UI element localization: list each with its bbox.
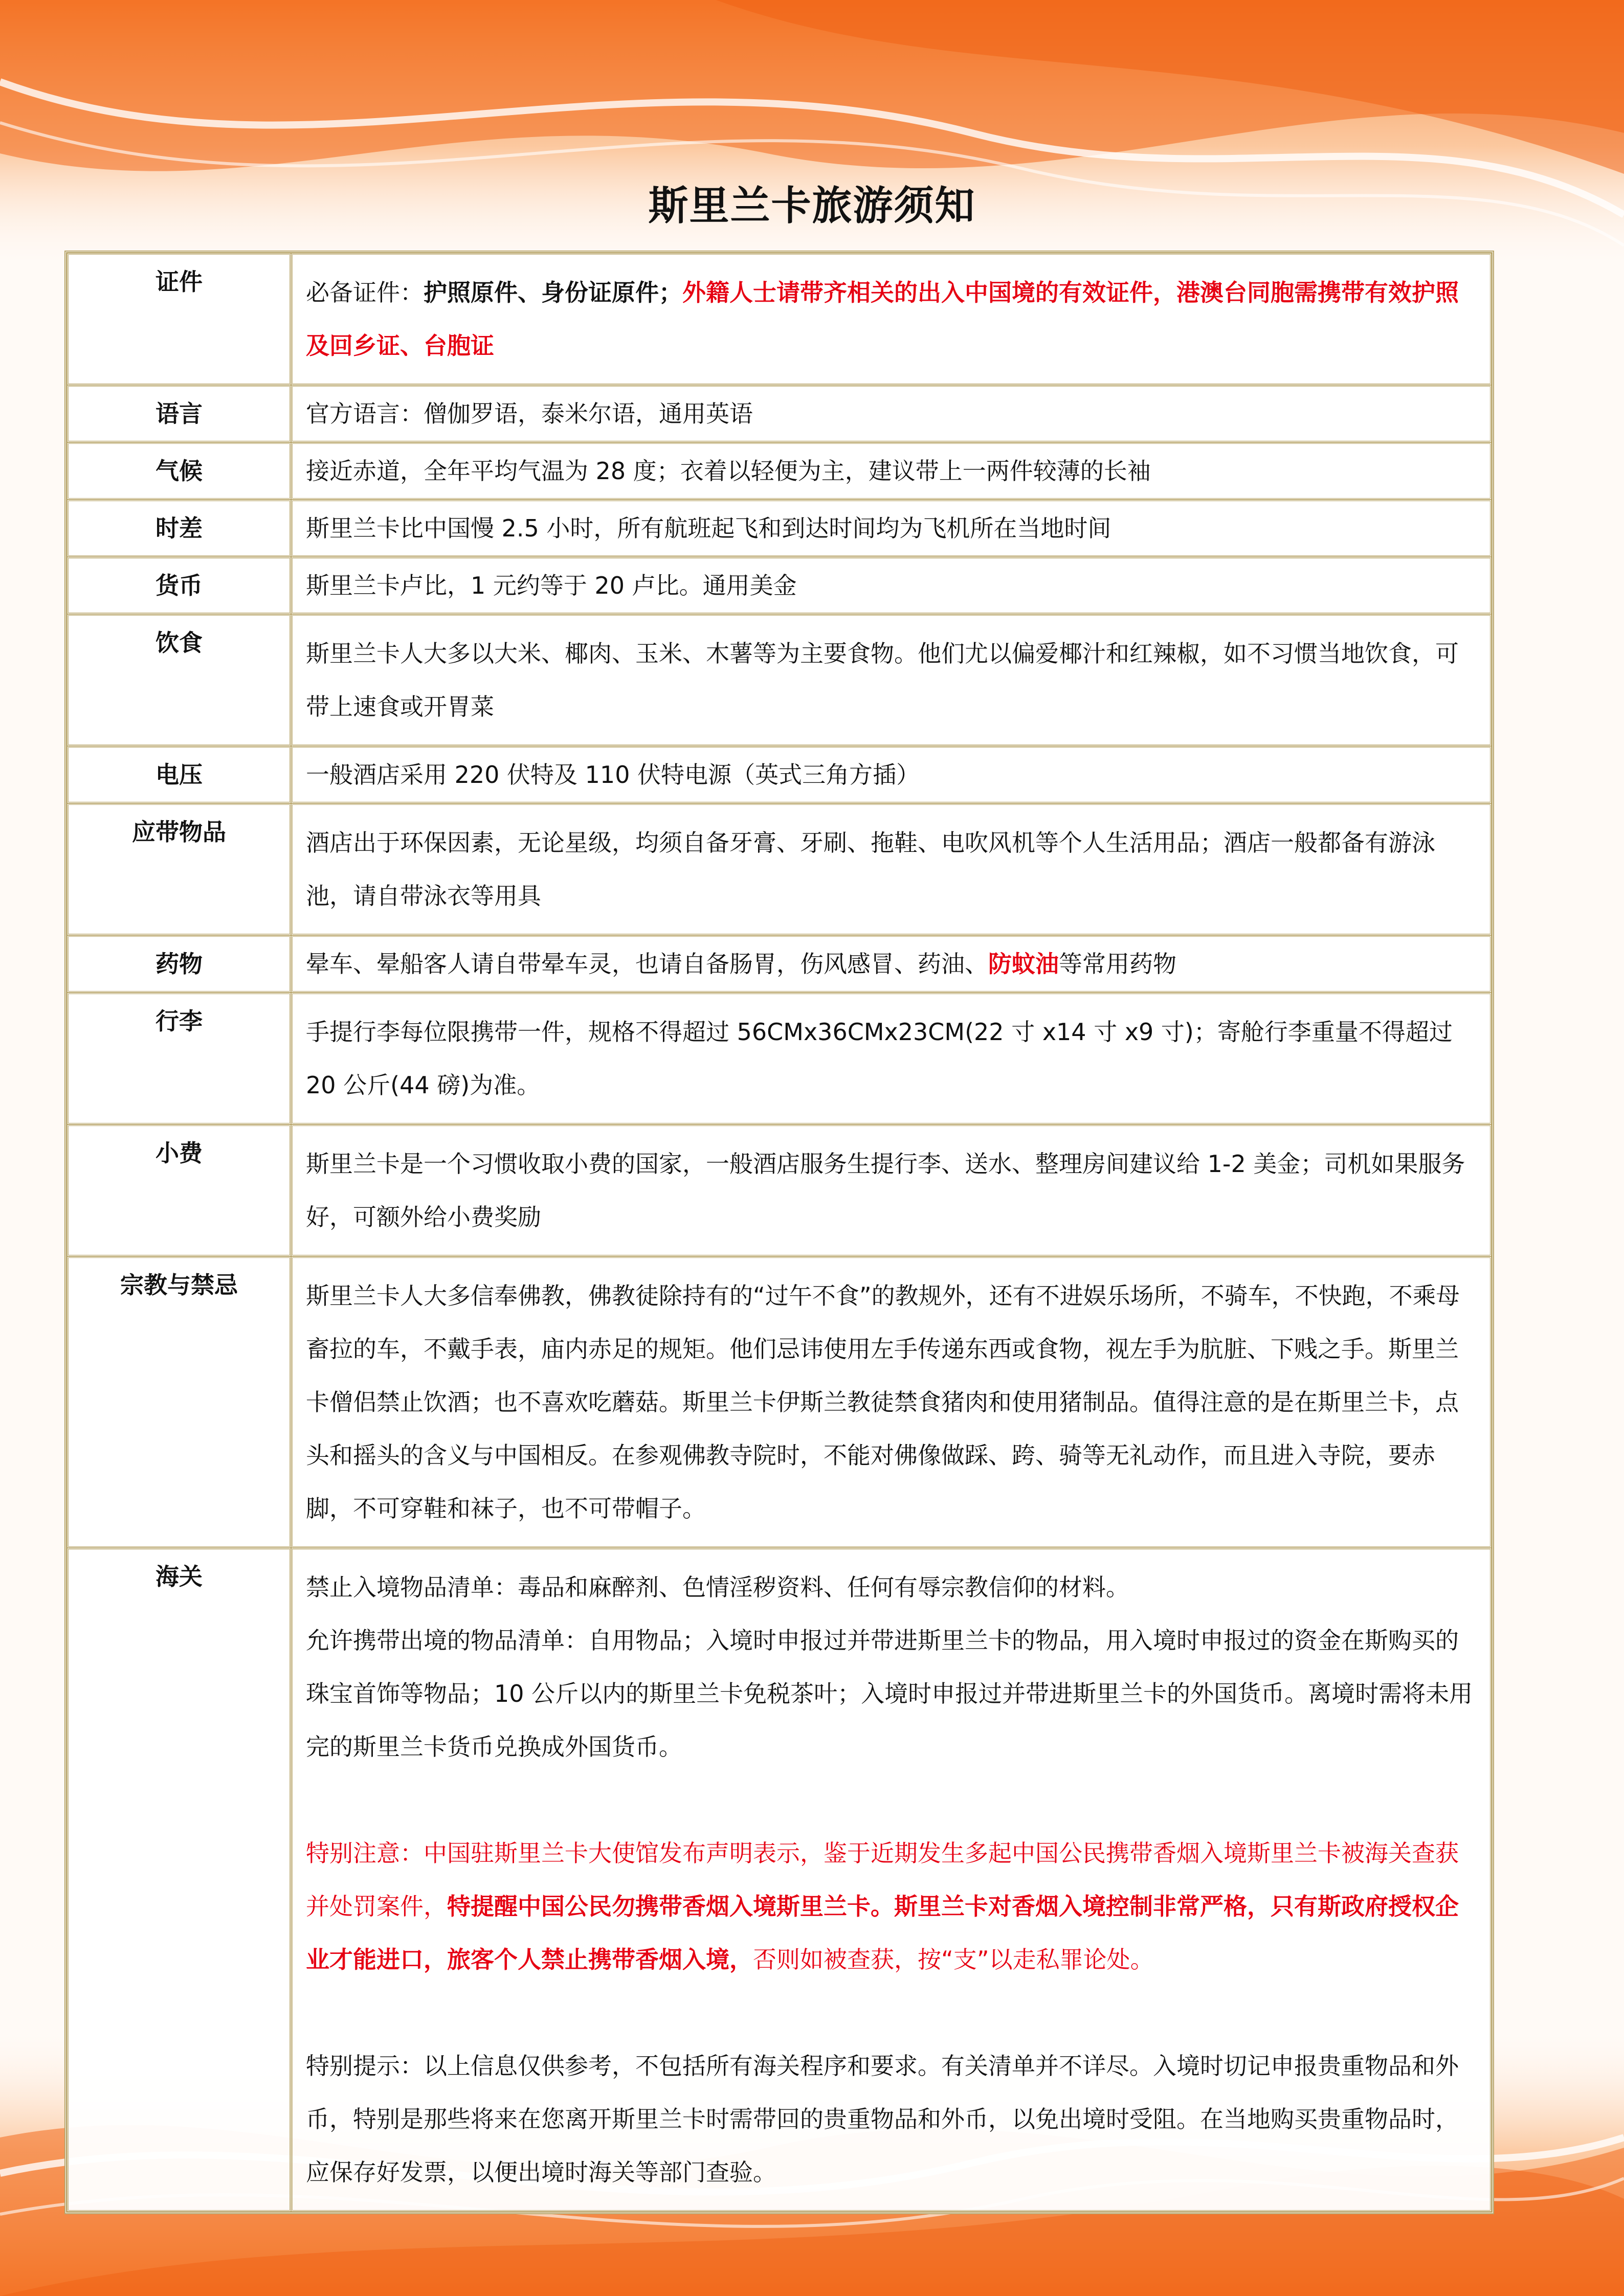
customs-special-tip: 特别提示：以上信息仅供参考，不包括所有海关程序和要求。有关清单并不详尽。入境时切记申报贵重物品和外币，特别是那些将来在您离开斯里兰卡时需带回的贵重物品和外币，以免出境时受阻。在当地购买贵重物品时，应保存好发票，以便出境时海关等部门查验。 [306, 2052, 1459, 2186]
row-label: 气候 [67, 442, 291, 500]
table-row-religion [67, 1256, 1492, 1548]
documents-required: 护照原件、身份证原件； [424, 279, 682, 306]
row-content: 斯里兰卡是一个习惯收取小费的国家，一般酒店服务生提行李、送水、整理房间建议给 1-2 美金；司机如果服务好，可额外给小费奖励 [291, 1124, 1492, 1256]
row-label: 小费 [67, 1124, 291, 1256]
row-content: 一般酒店采用 220 伏特及 110 伏特电源（英式三角方插） [291, 746, 1492, 803]
table-row-customs [67, 1548, 1492, 2212]
customs-notice-suffix: 否则如被查获，按“支”以走私罪论处。 [753, 1946, 1154, 1973]
spacer [306, 1986, 1479, 2039]
row-content: 接近赤道，全年平均气温为 28 度；衣着以轻便为主，建议带上一两件较薄的长袖 [291, 442, 1492, 500]
table-row-medicine [67, 935, 1492, 993]
table-row-diet [67, 614, 1492, 746]
row-label: 时差 [67, 500, 291, 557]
table-row-tipping [67, 1124, 1492, 1256]
medicine-highlight: 防蚊油 [988, 950, 1059, 978]
row-content: 斯里兰卡人大多以大米、椰肉、玉米、木薯等为主要食物。他们尤以偏爱椰汁和红辣椒，如不习惯当地饮食，可带上速食或开胃菜 [291, 614, 1492, 746]
row-label: 语言 [67, 385, 291, 442]
row-content: 酒店出于环保因素，无论星级，均须自备牙膏、牙刷、拖鞋、电吹风机等个人生活用品；酒店一般都备有游泳池，请自带泳衣等用具 [291, 803, 1492, 935]
table-row-time-difference [67, 500, 1492, 557]
medicine-after: 等常用药物 [1059, 950, 1176, 978]
table-row-voltage [67, 746, 1492, 803]
table-row-items-to-bring [67, 803, 1492, 935]
travel-notice-table [64, 251, 1494, 2214]
table-row-climate [67, 442, 1492, 500]
customs-prohibited: 禁止入境物品清单：毒品和麻醉剂、色情淫秽资料、任何有辱宗教信仰的材料。 [306, 1573, 1129, 1601]
page-title: 斯里兰卡旅游须知 [648, 183, 976, 229]
row-label: 货币 [67, 557, 291, 614]
documents-prefix: 必备证件： [306, 279, 424, 306]
table-row-luggage [67, 993, 1492, 1124]
row-content: 手提行李每位限携带一件，规格不得超过 56CMx36CMx23CM(22 寸 x14 寸 x9 寸)；寄舱行李重量不得超过 20 公斤(44 磅)为准。 [291, 993, 1492, 1124]
row-label: 证件 [67, 253, 291, 385]
row-content [291, 1548, 1492, 2212]
customs-allowed: 允许携带出境的物品清单：自用物品；入境时申报过并带进斯里兰卡的物品，用入境时申报过的资金在斯购买的珠宝首饰等物品；10 公斤以内的斯里兰卡免税茶叶；入境时申报过并带进斯里兰卡的外国货币。离境时需将未用完的斯里兰卡货币兑换成外国货币。 [306, 1627, 1473, 1761]
row-content: 斯里兰卡比中国慢 2.5 小时，所有航班起飞和到达时间均为飞机所在当地时间 [291, 500, 1492, 557]
row-label: 行李 [67, 993, 291, 1124]
table-row-currency [67, 557, 1492, 614]
row-label: 应带物品 [67, 803, 291, 935]
row-label: 饮食 [67, 614, 291, 746]
customs-notice-prefix: 特别注意：中国驻斯里兰卡大使馆发布声明表示，鉴于近期发生多起中国公民携带香烟入境斯里兰卡被海关查获并处罚案件， [306, 1839, 1459, 1920]
customs-special-notice [306, 1827, 1479, 1986]
spacer [306, 1773, 1479, 1827]
documents-warning: 外籍人士请带齐相关的出入中国境的有效证件，港澳台同胞需携带有效护照及回乡证、台胞证 [306, 279, 1459, 359]
row-content [291, 935, 1492, 993]
row-label: 海关 [67, 1548, 291, 2212]
row-content [291, 253, 1492, 385]
row-content: 斯里兰卡卢比，1 元约等于 20 卢比。通用美金 [291, 557, 1492, 614]
row-content: 斯里兰卡人大多信奉佛教，佛教徒除持有的“过午不食”的教规外，还有不进娱乐场所，不骑车，不快跑，不乘母畜拉的车，不戴手表，庙内赤足的规矩。他们忌讳使用左手传递东西或食物，视左手为肮脏、下贱之手。斯里兰卡僧侣禁止饮酒；也不喜欢吃蘑菇。斯里兰卡伊斯兰教徒禁食猪肉和使用猪制品。值得注意的是在斯里兰卡，点头和摇头的含义与中国相反。在参观佛教寺院时，不能对佛像做踩、跨、骑等无礼动作，而且进入寺院，要赤脚，不可穿鞋和袜子，也不可带帽子。 [291, 1256, 1492, 1548]
table-row-documents [67, 253, 1492, 385]
row-label: 电压 [67, 746, 291, 803]
row-label: 宗教与禁忌 [67, 1256, 291, 1548]
row-content: 官方语言：僧伽罗语，泰米尔语，通用英语 [291, 385, 1492, 442]
medicine-before: 晕车、晕船客人请自带晕车灵，也请自备肠胃，伤风感冒、药油、 [306, 950, 988, 978]
row-label: 药物 [67, 935, 291, 993]
table-row-language [67, 385, 1492, 442]
customs-notice-bold: 特提醒中国公民勿携带香烟入境斯里兰卡。斯里兰卡对香烟入境控制非常严格，只有斯政府授权企业才能进口，旅客个人禁止携带香烟入境， [306, 1893, 1459, 1973]
